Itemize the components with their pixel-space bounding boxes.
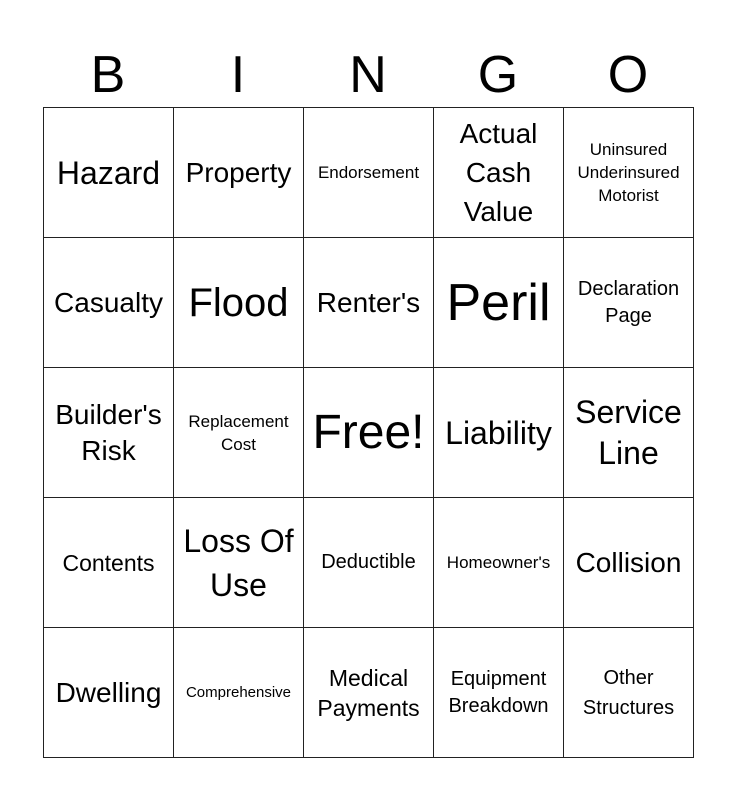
cell-label: Endorsement [317,163,420,182]
bingo-cell[interactable] [44,368,174,498]
bingo-cell[interactable] [434,238,564,368]
cell-label: Property [185,156,292,188]
bingo-cell[interactable] [44,238,174,368]
bingo-cell[interactable] [434,108,564,238]
cell-label: Hazard [56,154,161,191]
header-letter-n: N [349,46,387,104]
bingo-cell[interactable] [44,628,174,758]
bingo-cell[interactable] [434,498,564,628]
cell-label: Flood [188,280,289,325]
bingo-cell[interactable] [174,368,304,498]
cell-label: Service Line [575,393,682,471]
cell-label: Peril [446,273,551,332]
cell-label: Other Structures [582,666,675,719]
cell-label: Uninsured Underinsured Motorist [577,140,680,205]
bingo-cell[interactable] [434,368,564,498]
cell-label: Liability [445,414,552,451]
cell-label: Free! [312,405,425,459]
cell-label: Loss Of Use [183,522,294,603]
cell-label: Casualty [54,286,163,318]
cell-label: Renter's [316,286,421,318]
bingo-cell[interactable] [304,108,434,238]
bingo-cell[interactable] [564,238,694,368]
bingo-cell[interactable] [174,498,304,628]
cell-label: Dwelling [55,676,162,708]
bingo-cell[interactable] [174,238,304,368]
cell-label: Declaration Page [577,277,680,327]
cell-label: Builder's Risk [55,398,162,466]
header-letter-b: B [90,46,126,104]
bingo-cell[interactable] [174,628,304,758]
cell-label: Contents [62,549,155,576]
bingo-board [43,107,694,758]
bingo-cell[interactable] [564,628,694,758]
cell-label: Replacement Cost [188,411,289,454]
header-letter-i: I [230,46,246,104]
cell-label: Comprehensive [185,684,292,701]
bingo-cell[interactable] [44,108,174,238]
bingo-cell[interactable] [304,238,434,368]
bingo-header [43,44,693,106]
bingo-cell[interactable] [564,108,694,238]
bingo-cell[interactable] [304,498,434,628]
bingo-cell[interactable] [434,628,564,758]
bingo-cell[interactable] [174,108,304,238]
bingo-cell[interactable] [44,498,174,628]
cell-label: Homeowner's [446,553,551,572]
cell-label: Collision [575,546,682,578]
cell-label: Medical Payments [317,664,420,721]
cell-label: Deductible [321,551,416,573]
header-letter-o: O [607,46,649,104]
bingo-cell[interactable] [564,498,694,628]
bingo-cell[interactable] [564,368,694,498]
header-letter-g: G [477,46,519,104]
cell-label: Equipment Breakdown [448,667,549,717]
cell-label: Actual Cash Value [459,118,538,227]
bingo-cell[interactable] [304,368,434,498]
bingo-cell[interactable] [304,628,434,758]
